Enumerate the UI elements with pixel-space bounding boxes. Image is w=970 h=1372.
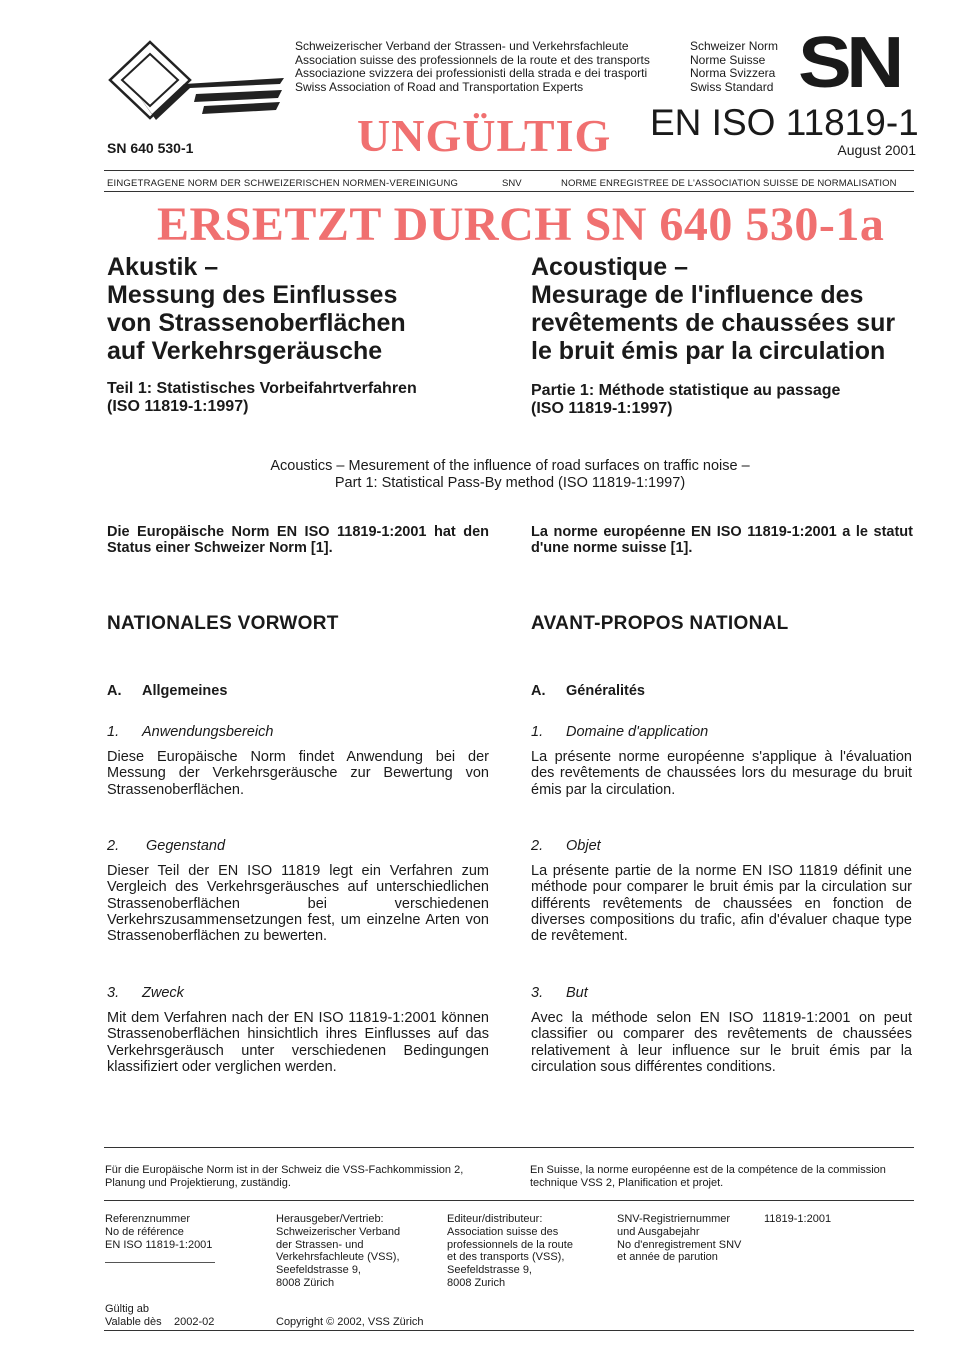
title-line: Akustik –: [107, 253, 219, 281]
section-title: Généralités: [566, 683, 645, 699]
snv-label: No d'enregistrement SNV: [617, 1238, 742, 1251]
publisher-line: Schweizerischer Verband: [276, 1225, 401, 1238]
publisher-line: 8008 Zurich: [447, 1276, 506, 1289]
foreword-heading-de: NATIONALES VORWORT: [107, 613, 339, 634]
publisher-fr: [447, 1213, 573, 1290]
vss-logo: [104, 40, 286, 122]
title-line: von Strassenoberflächen: [107, 309, 406, 337]
part-line: (ISO 11819-1:1997): [107, 398, 249, 415]
footer-bottom-divider: [104, 1330, 914, 1331]
title-line: Acoustique –: [531, 253, 688, 281]
part-line: Partie 1: Méthode statistique au passage: [531, 382, 841, 399]
ref-value: EN ISO 11819-1:2001: [105, 1238, 213, 1251]
footer-divider: [104, 1147, 914, 1148]
item-title: Gegenstand: [146, 838, 226, 854]
publisher-line: 8008 Zürich: [276, 1276, 335, 1289]
norm-type-line: Norme Suisse: [690, 52, 766, 67]
item-number: 1.: [531, 724, 544, 740]
section-heading-de: [107, 683, 227, 699]
item-text-fr: La présente norme européenne s'applique à l'évaluation des revêtements de chaussées lors du mesurage du bruit émis par la circulation.: [531, 749, 912, 798]
publisher-line: Association suisse des: [447, 1225, 559, 1238]
snv-registry: [617, 1213, 741, 1264]
item-text-de: Diese Europäische Norm findet Anwendung bei der Messung der Verkehrsgeräusche zur Bewertung von Strassenoberflächen.: [107, 749, 489, 798]
item-number: 2.: [107, 838, 120, 854]
item-number: 3.: [531, 985, 544, 1001]
association-names: [295, 40, 650, 94]
item-heading-de: [107, 724, 273, 740]
item-number: 2.: [531, 838, 544, 854]
item-title: Zweck: [142, 985, 184, 1001]
ref-label: No de référence: [105, 1225, 184, 1238]
competence-line: technique VSS 2, Planification et projet.: [530, 1176, 724, 1189]
snv-value: 11819-1:2001: [764, 1213, 832, 1225]
item-text-fr: La présente partie de la norme EN ISO 11819 définit une méthode pour comparer le bruit émis par la circulation sur différents revêtements de chaussées en fonction de diverses compositions du trafic, afin d'évaluer chaque type de revêtement.: [531, 863, 912, 945]
status-de: Die Europäische Norm EN ISO 11819-1:2001 hat den Status einer Schweizer Norm [1].: [107, 524, 489, 556]
norm-type-line: Swiss Standard: [690, 79, 774, 94]
norm-type-line: Norma Svizzera: [690, 66, 776, 80]
publisher-line: der Strassen- und: [276, 1238, 364, 1251]
publisher-de: [276, 1213, 400, 1290]
footer-divider: [104, 1200, 914, 1201]
valid-label: Gültig ab: [105, 1303, 150, 1315]
item-text-de: Dieser Teil der EN ISO 11819 legt ein Verfahren zum Vergleich des Verkehrsgeräusches auf unterschiedlichen Strassenoberflächen bei verschiedenen Verkehrszusammensetzungen fest, um einzelne Arten von Strassenoberflächen zu bewerten.: [107, 863, 489, 945]
header-divider: [104, 170, 914, 171]
vss-logo-icon: [104, 40, 286, 122]
section-title: Allgemeines: [142, 683, 228, 699]
snv-label: et année de parution: [617, 1251, 718, 1264]
item-title: Objet: [566, 838, 601, 854]
publisher-line: Verkehrsfachleute (VSS),: [276, 1251, 400, 1264]
publisher-line: professionnels de la route: [447, 1238, 573, 1251]
association-line: Associazione svizzera dei professionisti della strada e dei trasporti: [295, 66, 648, 80]
stamp-replaced: ERSETZT DURCH SN 640 530-1a: [157, 198, 885, 251]
association-line: Swiss Association of Road and Transportation Experts: [295, 79, 584, 94]
ref-label: Referenznummer: [105, 1213, 190, 1225]
title-fr: [531, 253, 931, 365]
competence-line: Für die Europäische Norm ist in der Schweiz die VSS-Fachkommission 2,: [105, 1164, 464, 1176]
publisher-line: Herausgeber/Vertrieb:: [276, 1213, 384, 1225]
standard-id: EN ISO 11819-1: [650, 102, 919, 143]
publisher-line: Seefeldstrasse 9,: [276, 1264, 361, 1277]
competence-de: [105, 1164, 463, 1190]
doc-number: SN 640 530-1: [107, 140, 194, 156]
norm-type-labels: [690, 40, 778, 94]
item-number: 3.: [107, 985, 120, 1001]
item-text-de: Mit dem Verfahren nach der EN ISO 11819-1:2001 können Strassenoberflächen hinsichtlich ihres Einflusses auf das Verkehrsgeräusch unter verschiedenen Bedingungen klassifiziert oder verglichen werden.: [107, 1010, 489, 1075]
section-letter: A.: [107, 683, 122, 699]
status-fr: La norme européenne EN ISO 11819-1:2001 a le statut d'une norme suisse [1].: [531, 524, 913, 556]
reference-number: [105, 1213, 212, 1251]
item-heading-fr: [531, 838, 601, 854]
item-text-fr: Avec la méthode selon EN ISO 11819-1:2001 on peut classifier ou comparer des revêtements de chaussées relativement à leur influence sur le bruit émis par la circulation sous différentes conditions.: [531, 1010, 912, 1075]
publisher-line: et des transports (VSS),: [447, 1251, 565, 1264]
association-line: Schweizerischer Verband der Strassen- und Verkehrsfachleute: [295, 39, 629, 53]
title-line: Messung des Einflusses: [107, 281, 398, 309]
part-line: (ISO 11819-1:1997): [531, 400, 673, 417]
title-de: [107, 253, 507, 365]
valid-from: [105, 1303, 214, 1329]
title-en: [0, 458, 970, 492]
title-line: auf Verkehrsgeräusche: [107, 337, 383, 365]
item-heading-fr: [531, 985, 588, 1001]
snv-label: und Ausgabejahr: [617, 1225, 700, 1238]
section-heading-fr: [531, 683, 645, 699]
competence-line: Planung und Projektierung, zuständig.: [105, 1176, 291, 1189]
copyright: Copyright © 2002, VSS Zürich: [276, 1316, 424, 1328]
stamp-invalid: UNGÜLTIG: [357, 110, 612, 161]
title-line: revêtements de chaussées sur: [531, 309, 896, 337]
item-title: Domaine d'application: [566, 724, 709, 740]
item-heading-fr: [531, 724, 708, 740]
header-divider: [104, 191, 914, 192]
item-heading-de: [107, 838, 225, 854]
publisher-line: Seefeldstrasse 9,: [447, 1264, 532, 1277]
item-title: But: [566, 985, 588, 1001]
title-en-line: Part 1: Statistical Pass-By method (ISO 11819-1:1997): [334, 475, 686, 491]
association-line: Association suisse des professionnels de la route et des transports: [295, 52, 650, 67]
ref-underline: [105, 1262, 215, 1263]
publisher-line: Editeur/distributeur:: [447, 1213, 543, 1225]
part-line: Teil 1: Statistisches Vorbeifahrtverfahren: [107, 380, 417, 397]
registry-right: NORME ENREGISTREE DE L'ASSOCIATION SUISSE DE NORMALISATION: [561, 178, 897, 189]
competence-line: En Suisse, la norme européenne est de la compétence de la commission: [530, 1164, 886, 1176]
section-letter: A.: [531, 683, 546, 699]
valid-value: 2002-02: [174, 1315, 215, 1328]
sn-logo: SN: [798, 23, 899, 103]
registry-left: EINGETRAGENE NORM DER SCHWEIZERISCHEN NORMEN-VEREINIGUNG: [107, 178, 459, 189]
part-title-de: [107, 380, 417, 416]
registry-mid: SNV: [502, 178, 522, 189]
foreword-heading-fr: AVANT-PROPOS NATIONAL: [531, 613, 789, 634]
part-title-fr: [531, 382, 840, 418]
title-en-line: Acoustics – Mesurement of the influence of road surfaces on traffic noise –: [270, 458, 750, 474]
title-line: le bruit émis par la circulation: [531, 337, 886, 365]
snv-label: SNV-Registriernummer: [617, 1213, 731, 1225]
item-number: 1.: [107, 724, 120, 740]
title-line: Mesurage de l'influence des: [531, 281, 864, 309]
item-title: Anwendungsbereich: [142, 724, 274, 740]
item-heading-de: [107, 985, 184, 1001]
valid-label: Valable dès: [105, 1315, 162, 1328]
competence-fr: [530, 1164, 886, 1190]
standard-date: August 2001: [837, 142, 916, 158]
norm-type-line: Schweizer Norm: [690, 39, 779, 53]
